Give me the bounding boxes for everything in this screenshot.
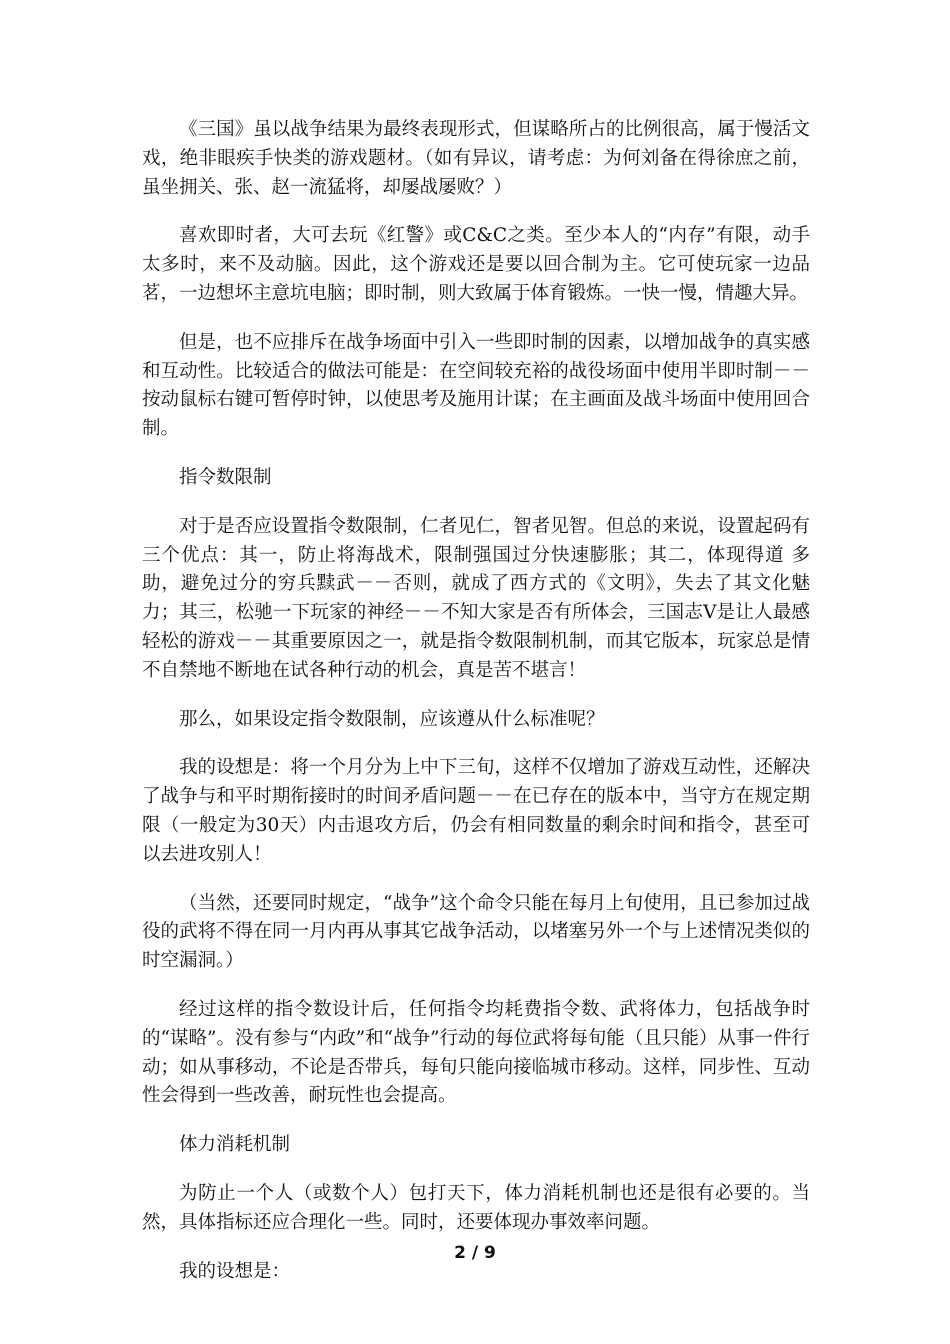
paragraph-semi-realtime: 但是，也不应排斥在战争场面中引入一些即时制的因素，以增加战争的真实感和互动性。比较适合的做法可能是：在空间较充裕的战役场面中使用半即时制－－按动鼠标右键可暂停时钟，以使思考及施用计谋；在主画面及战斗场面中使用回合制。 (142, 331, 810, 440)
section-heading-command-limit: 指令数限制 (179, 466, 272, 488)
paragraph-command-limit-advantages: 对于是否应设置指令数限制，仁者见仁，智者见智。但总的来说，设置起码有三个优点：其一，防止将海战术，限制强国过分快速膨胀；其二，体现得道 多助，避免过分的穷兵黩武－－否则，就成了西方式的《文明》，失去了其文化魅力；其三，松驰一下玩家的神经－－不知大家是否有所体会，三国志Ⅴ是让人最感 轻松的游戏－－其重要原因之一，就是指令数限制机制，而其它版本，玩家总是情不自禁地不断地在试各种行动的机会，真是苦不堪言！ (142, 515, 810, 681)
paragraph-stamina: 为防止一个人（或数个人）包打天下，体力消耗机制也还是很有必要的。当然，具体指标还应合理化一些。同时，还要体现办事效率问题。 (142, 1182, 810, 1233)
paragraph-sanguo-intro: 《三国》虽以战争结果为最终表现形式，但谋略所占的比例很高，属于慢活文戏，绝非眼疾手快类的游戏题材。（如有异议，请考虑：为何刘备在得徐庶之前，虽坐拥关、张、赵一流猛将，却屡战屡败？） (142, 119, 810, 198)
paragraph-realtime: 喜欢即时者，大可去玩《红警》或C&C之类。至少本人的“内存”有限，动手太多时，来不及动脑。因此，这个游戏还是要以回合制为主。它可使玩家一边品茗，一边想坏主意坑电脑；即时制，则大致属于体育锻炼。一快一慢，情趣大异。 (142, 225, 810, 304)
page-number: 2 / 9 (454, 1243, 496, 1263)
document-body (142, 116, 810, 1306)
paragraph-war-rule: （当然，还要同时规定，“战争”这个命令只能在每月上旬使用，且已参加过战役的武将不得在同一月内再从事其它战争活动，以堵塞另外一个与上述情况类似的时空漏洞。） (142, 892, 810, 972)
paragraph-my-idea: 我的设想是： (179, 1260, 291, 1282)
section-heading-stamina: 体力消耗机制 (179, 1134, 291, 1156)
paragraph-command-design: 经过这样的指令数设计后，任何指令均耗费指令数、武将体力，包括战争时的“谋略”。没有参与“内政”和“战争”行动的每位武将每旬能（且只能）从事一件行动；如从事移动，不论是否带兵，每旬只能向接临城市移动。这样，同步性、互动性会得到一些改善，耐玩性也会提高。 (142, 998, 810, 1107)
paragraph-command-limit-question: 那么，如果设定指令数限制，应该遵从什么标准呢？ (179, 708, 605, 730)
paragraph-three-periods: 我的设想是：将一个月分为上中下三旬，这样不仅增加了游戏互动性，还解决了战争与和平时期衔接时的时间矛盾问题－－在已存在的版本中，当守方在规定期限（一般定为30天）内击退攻方后，仍会有相同数量的剩余时间和指令，甚至可以去进攻别人！ (142, 757, 810, 865)
